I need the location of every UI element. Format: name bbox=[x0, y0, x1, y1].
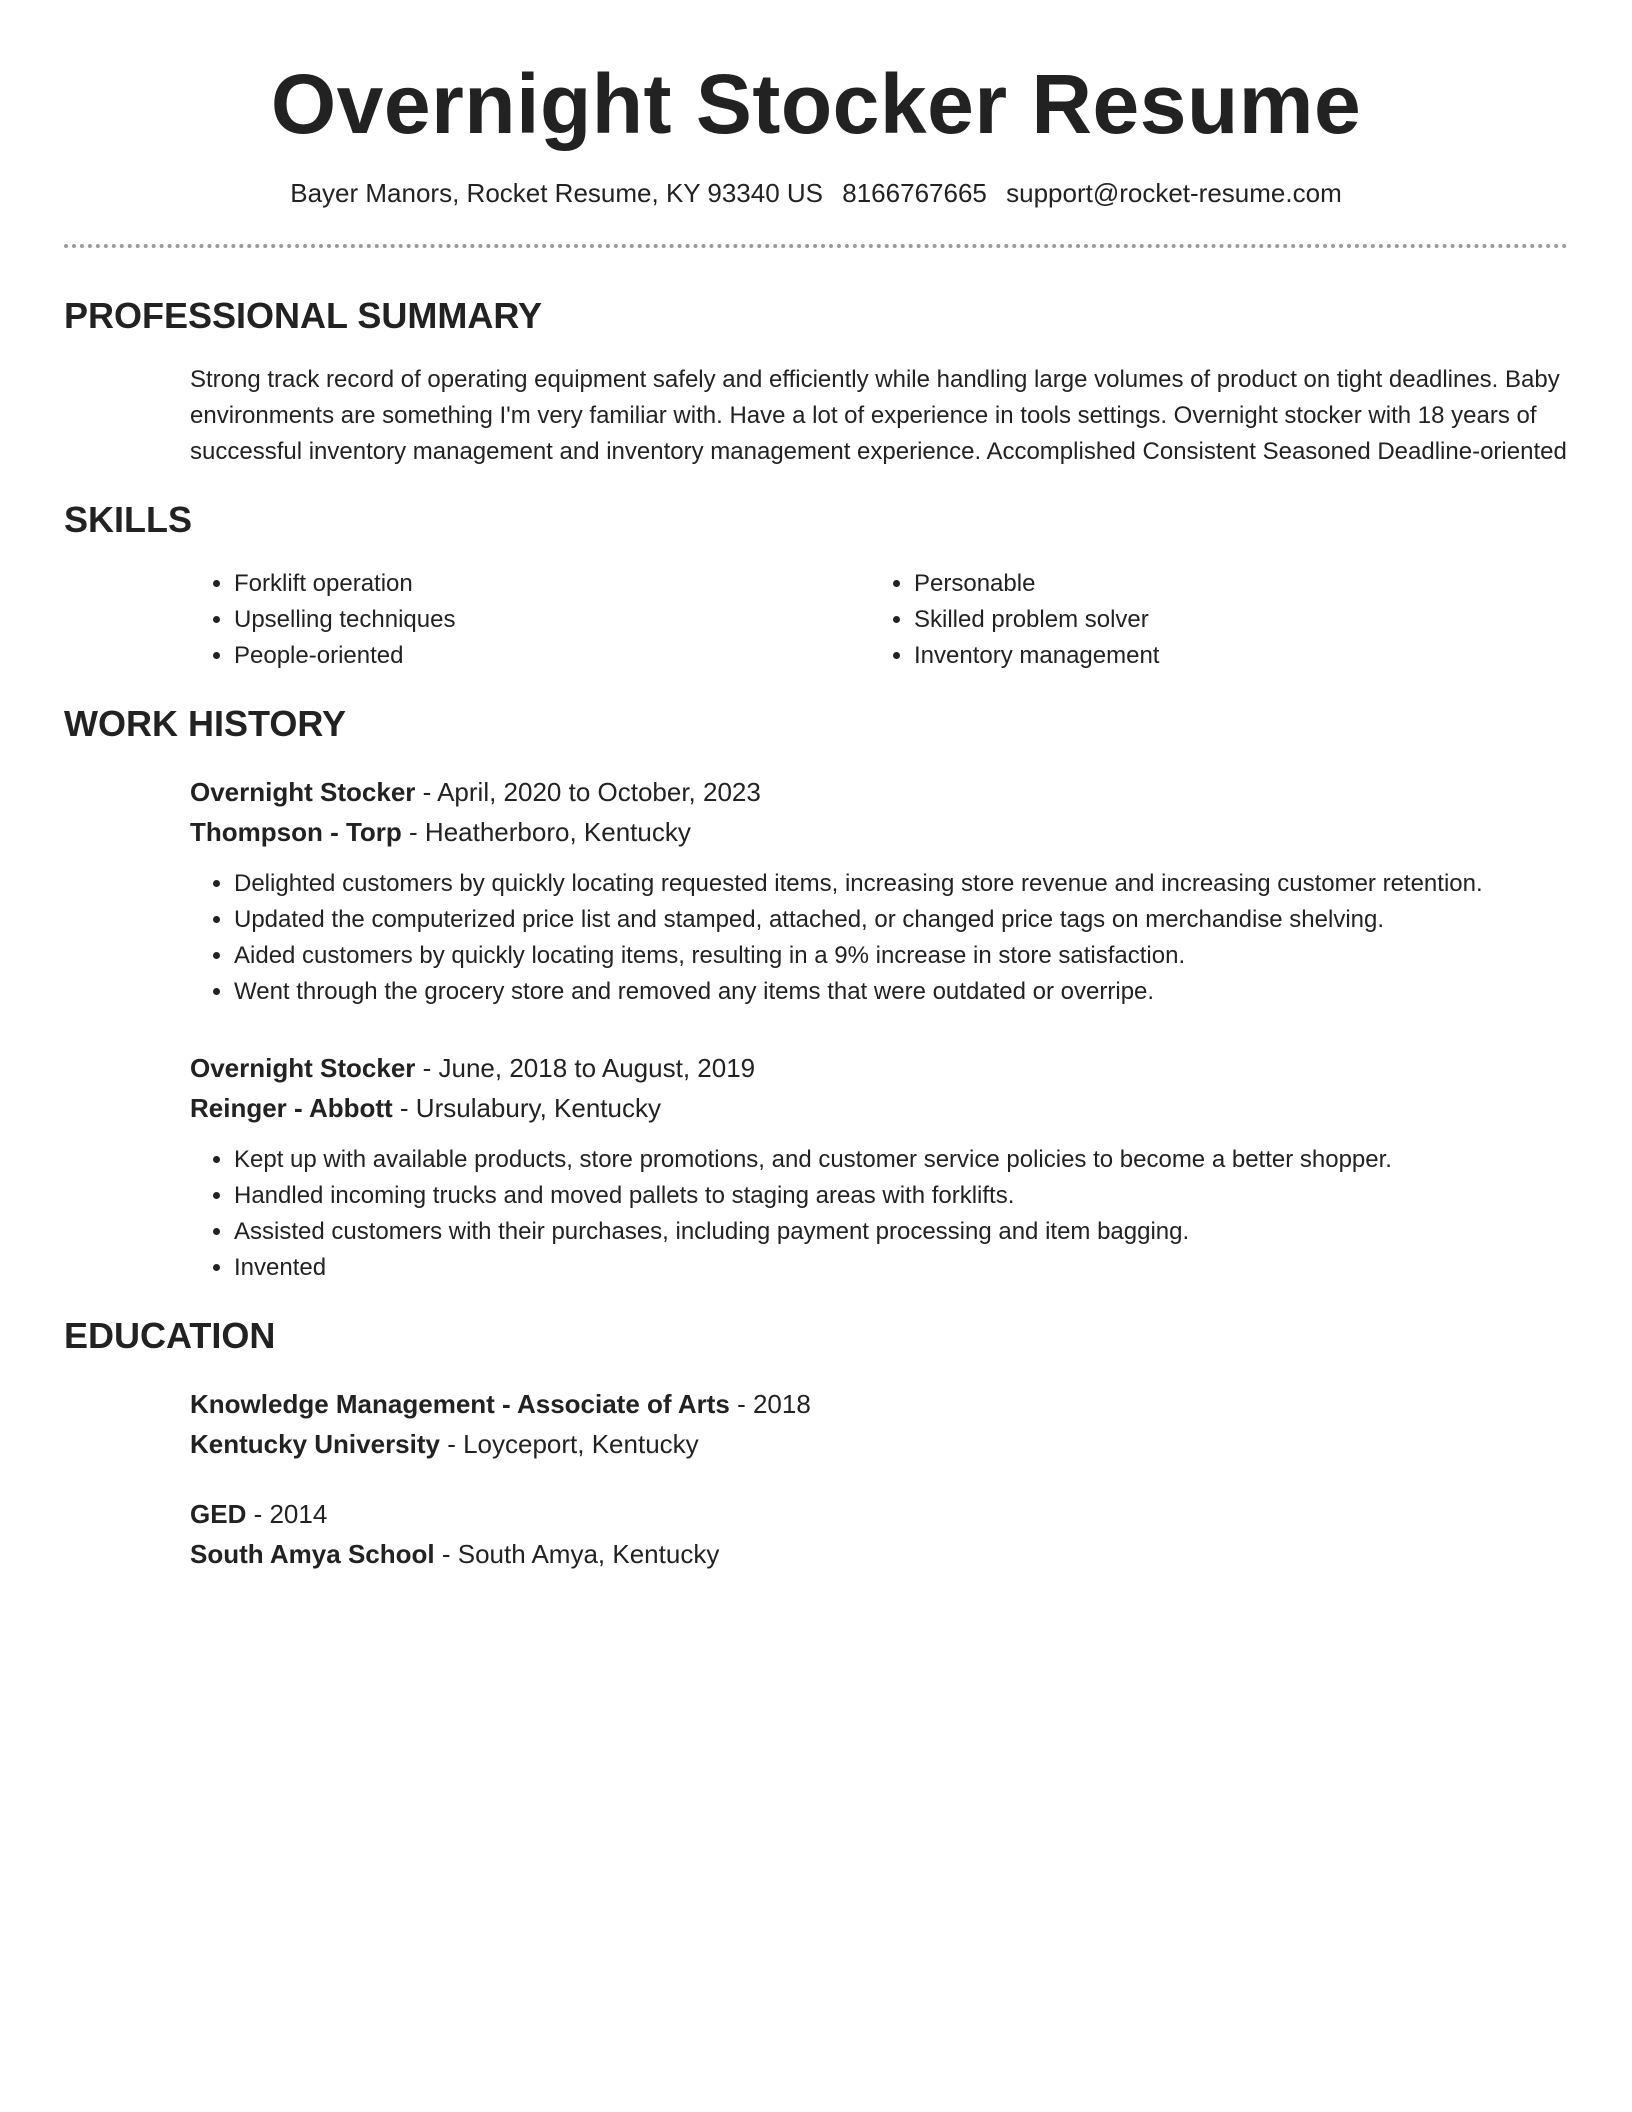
summary-text: Strong track record of operating equipment safely and efficiently while handling large volumes of product on tight deadlines. Baby environments are something I'm very familiar with. Have a lot of experience in tools settings. Overnight stocker with 18 years of successful inventory management and inventory management experience. Accomplished Consistent Seasoned Deadline-oriented bbox=[190, 366, 1567, 465]
contact-info bbox=[64, 176, 1568, 210]
contact-address: Bayer Manors, Rocket Resume, KY 93340 US bbox=[290, 178, 824, 208]
school-name: South Amya School bbox=[190, 1539, 435, 1569]
job-company-line bbox=[190, 812, 1568, 852]
skill-item: • Skilled problem solver bbox=[914, 602, 1568, 638]
education-heading: EDUCATION bbox=[64, 1315, 276, 1356]
job-bullet: • Updated the computerized price list and stamped, attached, or changed price tags on merchandise shelving. bbox=[234, 902, 1568, 938]
skill-item: • Inventory management bbox=[914, 638, 1568, 674]
job-dates: - June, 2018 to August, 2019 bbox=[415, 1053, 756, 1083]
school-line bbox=[190, 1534, 1568, 1574]
job-bullet: • Assisted customers with their purchases, including payment processing and item bagging. bbox=[234, 1214, 1568, 1250]
job-bullet: • Aided customers by quickly locating items, resulting in a 9% increase in store satisfaction. bbox=[234, 938, 1568, 974]
job-location: - Heatherboro, Kentucky bbox=[401, 817, 691, 847]
degree-year: - 2014 bbox=[246, 1499, 328, 1529]
job-bullet: • Invented bbox=[234, 1250, 1568, 1286]
school-line bbox=[190, 1424, 1568, 1464]
degree-name: GED bbox=[190, 1499, 247, 1529]
education-entry bbox=[190, 1384, 1568, 1464]
work-history-heading: WORK HISTORY bbox=[64, 703, 347, 744]
skills-column-right bbox=[870, 566, 1568, 674]
job-title-line bbox=[190, 1048, 1568, 1088]
job-title: Overnight Stocker bbox=[190, 1053, 416, 1083]
job-company-line bbox=[190, 1088, 1568, 1128]
degree-line bbox=[190, 1384, 1568, 1424]
job-entry bbox=[190, 1048, 1568, 1286]
job-bullets bbox=[190, 866, 1568, 1010]
summary-heading: PROFESSIONAL SUMMARY bbox=[64, 295, 543, 336]
degree-line bbox=[190, 1494, 1568, 1534]
contact-phone: 8166767665 bbox=[842, 178, 987, 208]
skills-column-left bbox=[190, 566, 870, 674]
school-location: - Loyceport, Kentucky bbox=[439, 1429, 699, 1459]
job-company: Thompson - Torp bbox=[190, 817, 402, 847]
job-title: Overnight Stocker bbox=[190, 777, 416, 807]
job-dates: - April, 2020 to October, 2023 bbox=[415, 777, 761, 807]
job-entry bbox=[190, 772, 1568, 1010]
job-location: - Ursulabury, Kentucky bbox=[392, 1093, 661, 1123]
job-bullets bbox=[190, 1142, 1568, 1286]
degree-name: Knowledge Management - Associate of Arts bbox=[190, 1389, 730, 1419]
skills-heading: SKILLS bbox=[64, 499, 193, 540]
job-bullet: • Went through the grocery store and removed any items that were outdated or overripe. bbox=[234, 974, 1568, 1010]
contact-email: support@rocket-resume.com bbox=[1006, 178, 1342, 208]
skill-item: • Personable bbox=[914, 566, 1568, 602]
skill-item: • People-oriented bbox=[234, 638, 870, 674]
school-name: Kentucky University bbox=[190, 1429, 440, 1459]
skills-list bbox=[190, 566, 1568, 674]
school-location: - South Amya, Kentucky bbox=[434, 1539, 720, 1569]
skill-item: • Forklift operation bbox=[234, 566, 870, 602]
skill-item: • Upselling techniques bbox=[234, 602, 870, 638]
resume-title: Overnight Stocker Resume bbox=[270, 57, 1362, 151]
job-title-line bbox=[190, 772, 1568, 812]
degree-year: - 2018 bbox=[729, 1389, 811, 1419]
job-company: Reinger - Abbott bbox=[190, 1093, 393, 1123]
job-bullet: • Kept up with available products, store promotions, and customer service policies to become a better shopper. bbox=[234, 1142, 1568, 1178]
header-divider bbox=[64, 244, 1568, 248]
education-entry bbox=[190, 1494, 1568, 1574]
job-bullet: • Delighted customers by quickly locating requested items, increasing store revenue and increasing customer retention. bbox=[234, 866, 1568, 902]
job-bullet: • Handled incoming trucks and moved pallets to staging areas with forklifts. bbox=[234, 1178, 1568, 1214]
